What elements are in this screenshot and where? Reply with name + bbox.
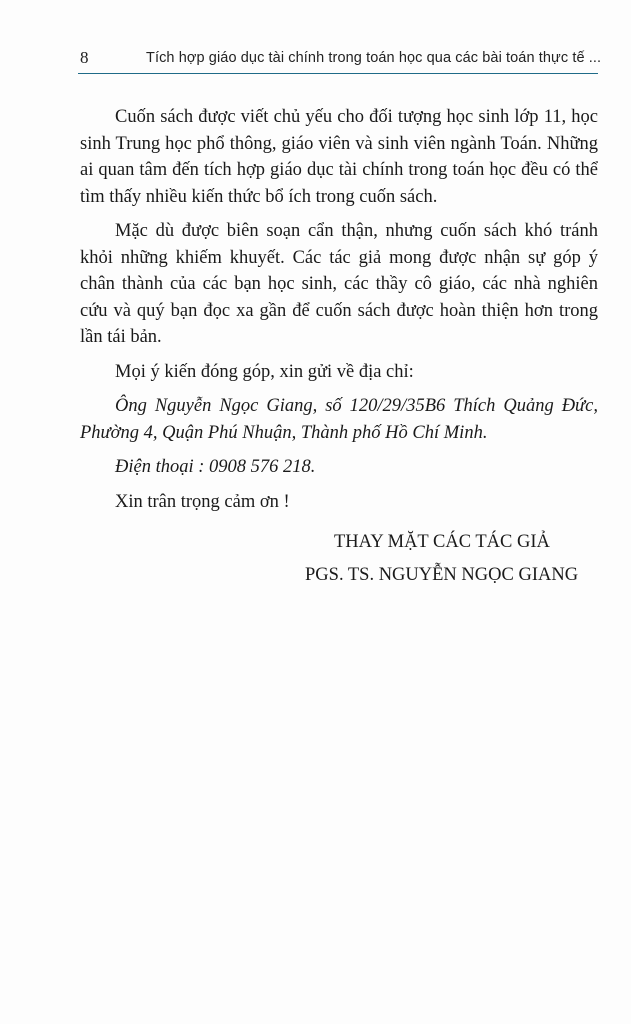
running-title: Tích hợp giáo dục tài chính trong toán học qua các bài toán thực tế ... xyxy=(146,50,602,66)
thanks-line: Xin trân trọng cảm ơn ! xyxy=(115,491,290,512)
preface-body xyxy=(80,104,598,515)
page-number: 8 xyxy=(80,48,89,67)
contact-address: Ông Nguyễn Ngọc Giang, số 120/29/35B6 Thích Quảng Đức, Phường 4, Quận Phú Nhuận, Thành phố Hồ Chí Minh. xyxy=(80,396,598,443)
paragraph-feedback-request: Mặc dù được biên soạn cẩn thận, nhưng cuốn sách khó tránh khỏi những khiếm khuyết. Các tác giả mong được nhận sự góp ý chân thành của các bạn học sinh, các thầy cô giáo, các nhà nghiên cứu và quý bạn đọc xa gần để cuốn sách được hoàn thiện hơn trong lần tái bản. xyxy=(80,221,598,347)
header-divider xyxy=(78,73,598,74)
signature-name: PGS. TS. NGUYỄN NGỌC GIANG xyxy=(305,565,579,585)
running-header xyxy=(78,44,602,70)
signature-on-behalf: THAY MẶT CÁC TÁC GIẢ xyxy=(334,532,550,552)
paragraph-contact-intro: Mọi ý kiến đóng góp, xin gửi về địa chỉ: xyxy=(115,361,414,382)
paragraph-intended-readers: Cuốn sách được viết chủ yếu cho đối tượng học sinh lớp 11, học sinh Trung học phổ thông, giáo viên và sinh viên ngành Toán. Những ai quan tâm đến tích hợp giáo dục tài chính trong toán học đều có thể tìm thấy nhiều kiến thức bổ ích trong cuốn sách. xyxy=(80,107,598,207)
contact-phone: Điện thoại : 0908 576 218. xyxy=(115,457,316,477)
